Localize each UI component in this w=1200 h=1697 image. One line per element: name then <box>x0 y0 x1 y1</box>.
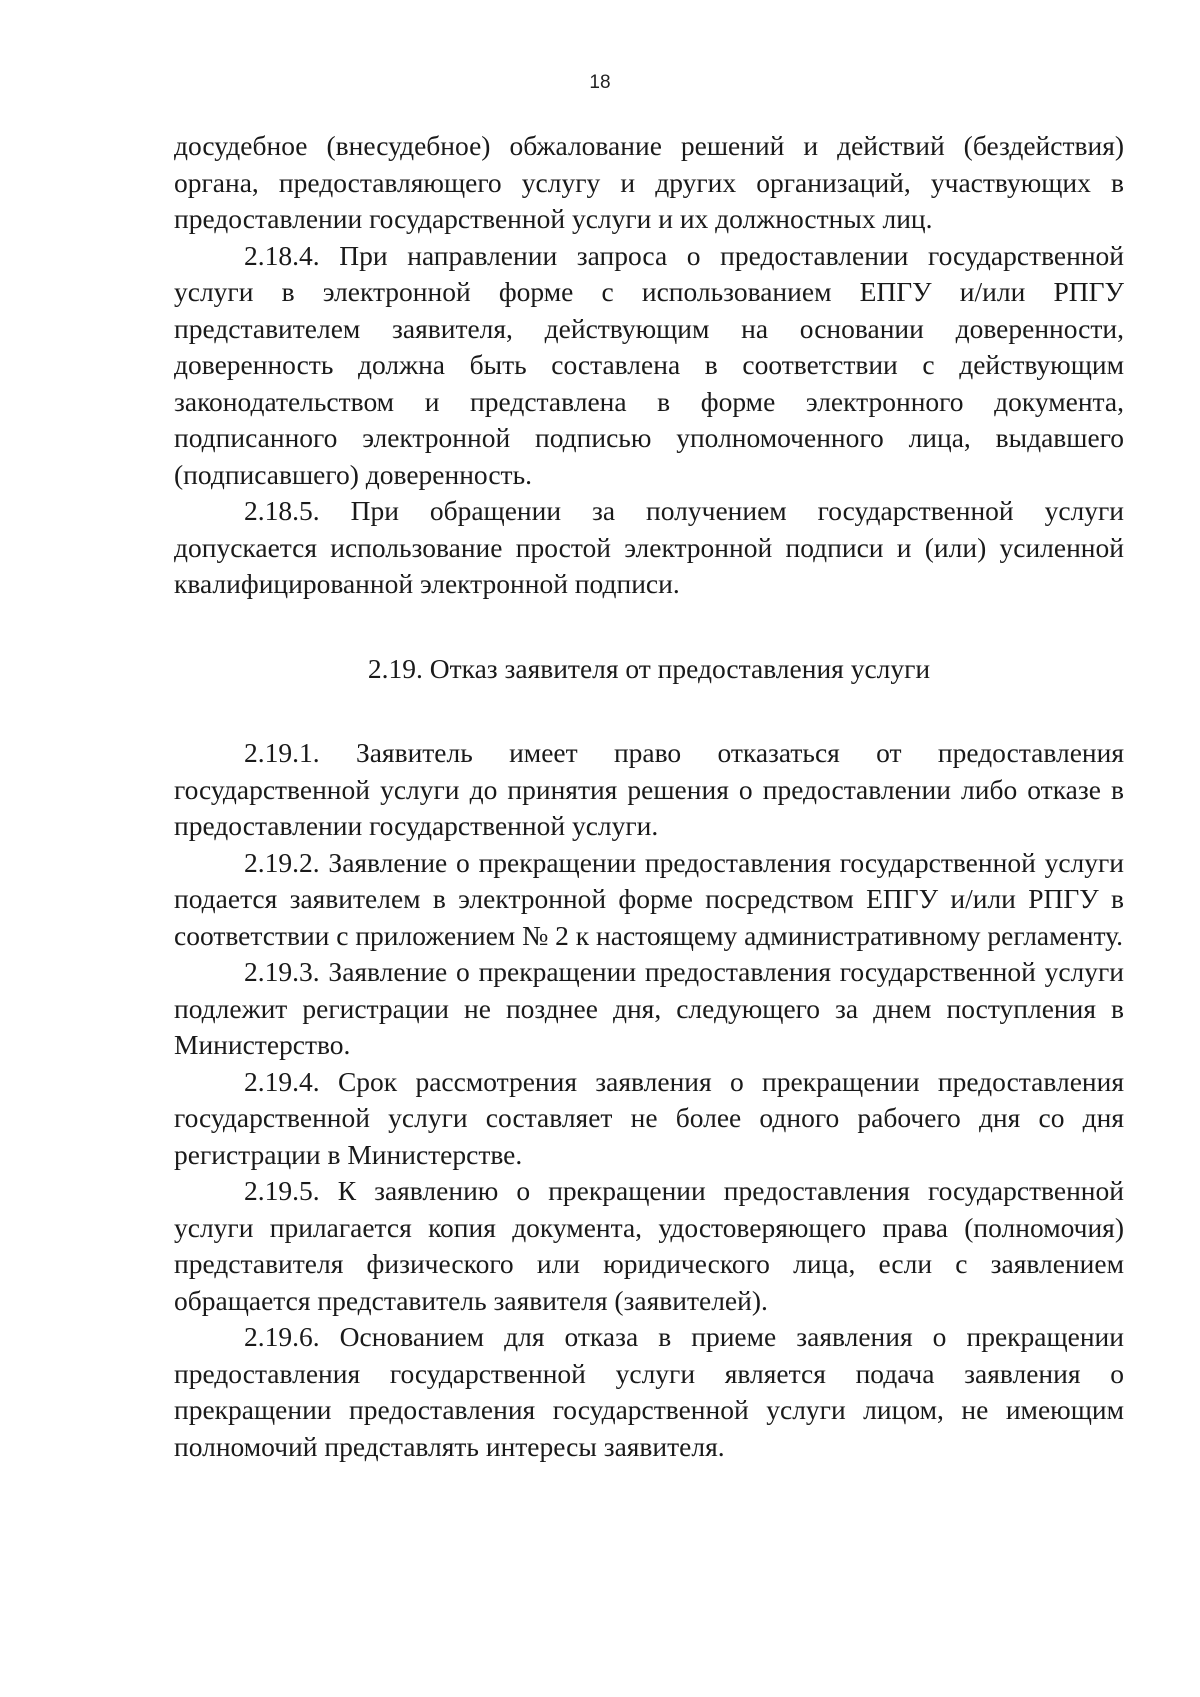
paragraph-number: 2.18.5. <box>244 495 320 526</box>
paragraph-number: 2.19.3. <box>244 956 320 987</box>
paragraph-number: 2.19.5. <box>244 1175 320 1206</box>
paragraph-text: Заявление о прекращении предоставления государственной услуги подлежит регистрации не позднее дня, следующего за днем поступления в Министерство. <box>174 956 1124 1060</box>
paragraph-text: При направлении запроса о предоставлении государственной услуги в электронной форме с использованием ЕПГУ и/или РПГУ представителем заявителя, действующим на основании доверенности, доверенность должна быть составлена в соответствии с действующим законодательством и представлена в форме электронного документа, подписанного электронной подписью уполномоченного лица, выдавшего (подписавшего) доверенность. <box>174 239 1125 490</box>
paragraph-continuation <box>174 128 1124 238</box>
paragraph-text: Заявитель имеет право отказаться от предоставления государственной услуги до принятия решения о предоставлении либо отказе в предоставлении государственной услуги. <box>174 737 1124 841</box>
paragraph-text: Основанием для отказа в приеме заявления о прекращении предоставления государственной услуги является подача заявления о прекращении предоставления государственной услуги лицом, не имеющим полномочий представлять интересы заявителя. <box>174 1321 1124 1462</box>
paragraph-text: При обращении за получением государственной услуги допускается использование простой электронной подписи и (или) усиленной квалифицированной электронной подписи. <box>174 495 1125 599</box>
paragraph-text: Срок рассмотрения заявления о прекращении предоставления государственной услуги составляет не более одного рабочего дня со дня регистрации в Министерстве. <box>174 1065 1124 1170</box>
document-body <box>174 128 1124 1465</box>
paragraph-2-19-6 <box>174 1319 1124 1465</box>
section-heading: 2.19. Отказ заявителя от предоставления услуги <box>367 652 931 684</box>
paragraph-number: 2.19.1. <box>244 737 320 768</box>
page-number: 18 <box>589 72 611 93</box>
paragraph-2-19-4 <box>174 1064 1124 1174</box>
paragraph-2-19-1 <box>174 735 1124 845</box>
paragraph-2-18-4 <box>174 238 1124 494</box>
paragraph-text: Заявление о прекращении предоставления государственной услуги подается заявителем в электронной форме посредством ЕПГУ и/или РПГУ в соответствии с приложением № 2 к настоящему административному регламенту. <box>174 846 1124 951</box>
paragraph-text: К заявлению о прекращении предоставления государственной услуги прилагается копия документа, удостоверяющего права (полномочия) представителя физического или юридического лица, если с заявлением обращается представитель заявителя (заявителей). <box>174 1175 1124 1316</box>
paragraph-number: 2.19.4. <box>244 1065 320 1097</box>
paragraph-number: 2.18.4. <box>244 239 320 271</box>
paragraph-2-18-5 <box>174 493 1124 603</box>
paragraph-2-19-3 <box>174 954 1124 1064</box>
paragraph-2-19-2 <box>174 845 1124 955</box>
paragraph-number: 2.19.2. <box>244 846 320 878</box>
paragraph-number: 2.19.6. <box>244 1321 320 1352</box>
paragraph-text: досудебное (внесудебное) обжалование решений и действий (бездействия) органа, предоставляющего услугу и других организаций, участвующих в предоставлении государственной услуги и их должностных лиц. <box>174 130 1124 234</box>
paragraph-2-19-5 <box>174 1173 1124 1319</box>
